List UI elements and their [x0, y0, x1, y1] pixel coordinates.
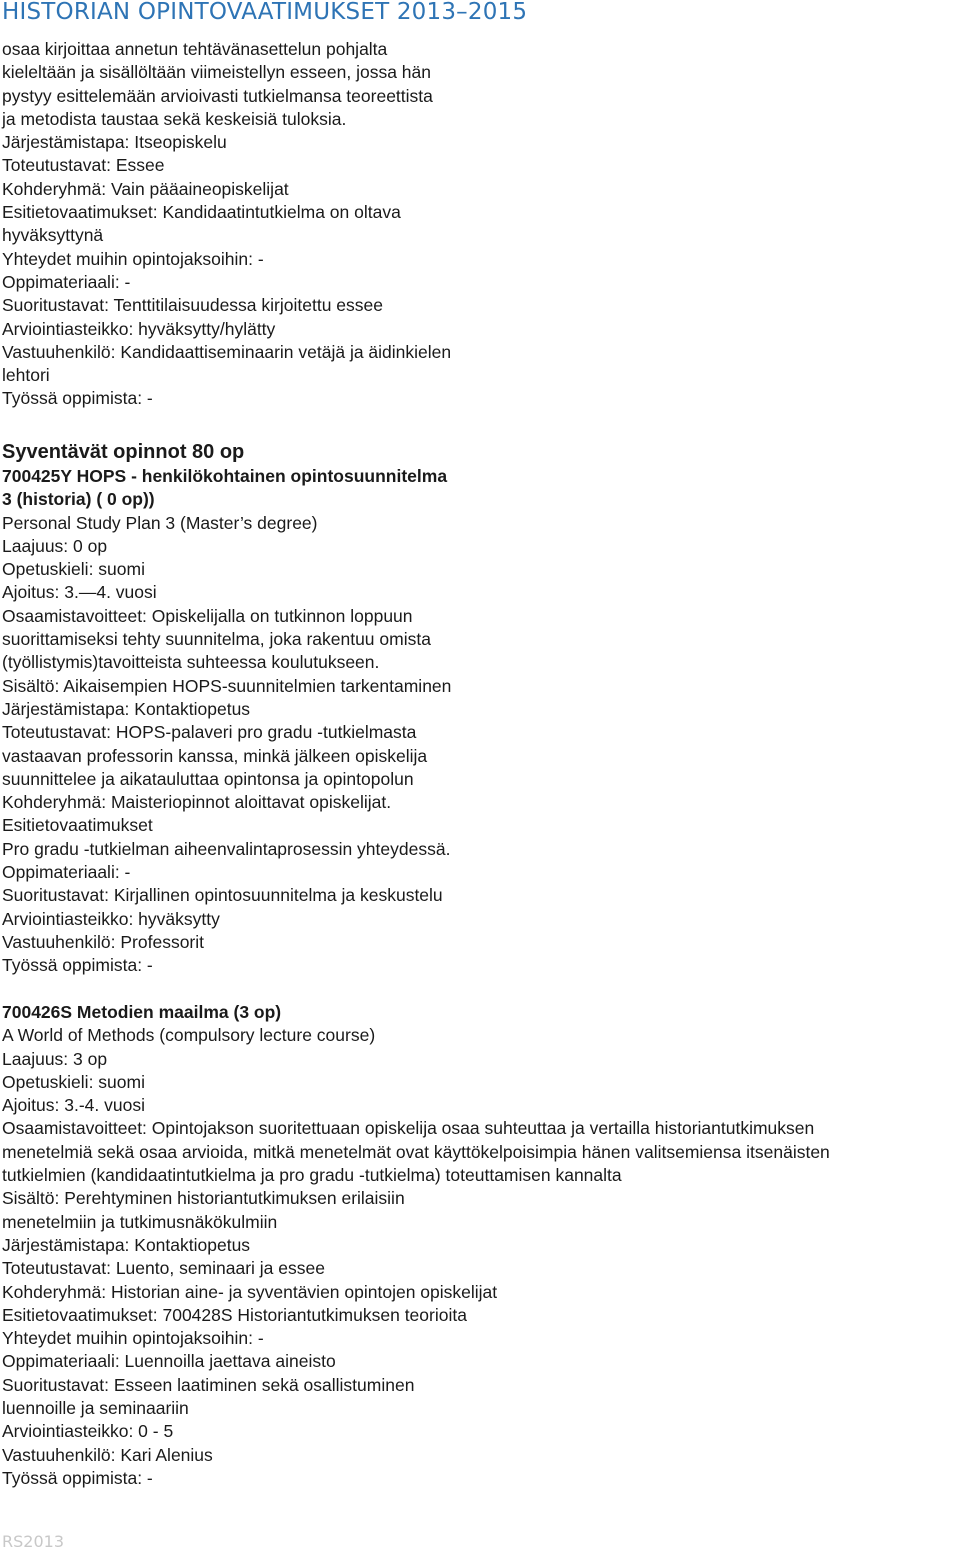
text-line: tutkielmien (kandidaatintutkielma ja pro gradu -tutkielma) toteuttamisen kannalta — [2, 1165, 622, 1186]
text-line: Sisältö: Perehtyminen historiantutkimuksen erilaisiin — [2, 1188, 405, 1209]
text-line: menetelmiä sekä osaa arvioida, mitkä menetelmät ovat käyttökelpoisimpia hänen valitsemiensa itsenäisten — [2, 1141, 830, 1162]
text-line: Personal Study Plan 3 (Master’s degree) — [2, 512, 318, 533]
section-heading: Syventävät opinnot 80 op — [2, 441, 245, 463]
text-line: Arviointiasteikko: hyväksytty — [2, 908, 220, 929]
text-line: vastaavan professorin kanssa, minkä jälkeen opiskelija — [2, 745, 428, 766]
text-line: Vastuuhenkilö: Kari Alenius — [2, 1444, 213, 1465]
footer-mark: RS2013 — [2, 1532, 64, 1551]
text-line: kieleltään ja sisällöltään viimeistellyn esseen, jossa hän — [2, 62, 431, 83]
text-line: luennoille ja seminaariin — [2, 1398, 189, 1419]
text-line: A World of Methods (compulsory lecture course) — [2, 1025, 376, 1046]
text-line: Kohderyhmä: Maisteriopinnot aloittavat opiskelijat. — [2, 792, 392, 813]
course-details-hops — [2, 512, 958, 978]
text-line: menetelmiin ja tutkimusnäkökulmiin — [2, 1211, 278, 1232]
course-details-methods — [2, 1024, 958, 1490]
text-line: Ajoitus: 3.—4. vuosi — [2, 582, 157, 603]
text-line: Esitietovaatimukset: 700428S Historiantutkimuksen teorioita — [2, 1304, 467, 1325]
course-title-line: 700425Y HOPS - henkilökohtainen opintosuunnitelma — [2, 466, 448, 486]
text-line: Opetuskieli: suomi — [2, 1071, 145, 1092]
text-line: Oppimateriaali: Luennoilla jaettava aineisto — [2, 1351, 336, 1372]
text-line: lehtori — [2, 365, 50, 386]
page-header — [0, 0, 960, 30]
text-line: Suoritustavat: Esseen laatiminen sekä osallistuminen — [2, 1374, 415, 1395]
page-title: HISTORIAN OPINTOVAATIMUKSET 2013–2015 — [2, 0, 528, 25]
text-line: Toteutustavat: HOPS-palaveri pro gradu -tutkielmasta — [2, 722, 417, 743]
course-title-hops — [2, 465, 958, 512]
text-line: Työssä oppimista: - — [2, 388, 153, 409]
text-line: Kohderyhmä: Historian aine- ja syventävien opintojen opiskelijat — [2, 1281, 498, 1302]
text-line: Arviointiasteikko: 0 - 5 — [2, 1421, 174, 1442]
course-title-line: 3 (historia) ( 0 op)) — [2, 489, 155, 510]
text-line: Oppimateriaali: - — [2, 862, 131, 883]
section-advanced-studies — [2, 439, 958, 978]
text-line: Yhteydet muihin opintojaksoihin: - — [2, 248, 264, 269]
text-line: suunnittelee ja aikatauluttaa opintonsa ja opintopolun — [2, 768, 414, 789]
text-line: Opetuskieli: suomi — [2, 559, 145, 580]
text-line: (työllistymis)tavoitteista suhteessa koulutukseen. — [2, 652, 380, 673]
text-line: Laajuus: 3 op — [2, 1048, 108, 1069]
text-line: Osaamistavoitteet: Opintojakson suoritettuaan opiskelija osaa suhteuttaa ja vertailla historiantutkimuksen — [2, 1118, 815, 1139]
course-title-methods: 700426S Metodien maailma (3 op) — [2, 1002, 282, 1022]
text-line: Toteutustavat: Luento, seminaari ja essee — [2, 1258, 325, 1279]
text-line: Oppimateriaali: - — [2, 271, 131, 292]
text-line: Ajoitus: 3.-4. vuosi — [2, 1095, 145, 1116]
text-line: Esitietovaatimukset — [2, 815, 153, 836]
text-line: osaa kirjoittaa annetun tehtävänasettelun pohjalta — [2, 39, 388, 59]
text-line: Arviointiasteikko: hyväksytty/hylätty — [2, 318, 276, 339]
text-line: Laajuus: 0 op — [2, 535, 108, 556]
text-line: Vastuuhenkilö: Professorit — [2, 931, 205, 952]
text-line: Suoritustavat: Kirjallinen opintosuunnitelma ja keskustelu — [2, 885, 443, 906]
text-line: pystyy esittelemään arvioivasti tutkielmansa teoreettista — [2, 85, 433, 106]
text-line: Sisältö: Aikaisempien HOPS-suunnitelmien tarkentaminen — [2, 675, 452, 696]
text-line: Yhteydet muihin opintojaksoihin: - — [2, 1328, 264, 1349]
text-line: Järjestämistapa: Kontaktiopetus — [2, 698, 251, 719]
text-line: Kohderyhmä: Vain pääaineopiskelijat — [2, 178, 289, 199]
text-line: Pro gradu -tutkielman aiheenvalintaprosessin yhteydessä. — [2, 838, 451, 859]
section-previous-course-continued — [2, 38, 958, 411]
text-line: Järjestämistapa: Kontaktiopetus — [2, 1234, 251, 1255]
text-line: Työssä oppimista: - — [2, 955, 153, 976]
text-line: Työssä oppimista: - — [2, 1467, 153, 1488]
text-line: ja metodista taustaa sekä keskeisiä tuloksia. — [2, 108, 347, 129]
section-methods-course — [2, 1001, 958, 1490]
text-line: Toteutustavat: Essee — [2, 155, 165, 176]
text-line: Suoritustavat: Tenttitilaisuudessa kirjoitettu essee — [2, 295, 383, 316]
text-line: hyväksyttynä — [2, 225, 104, 246]
text-line: Esitietovaatimukset: Kandidaatintutkielma on oltava — [2, 202, 401, 223]
text-line: Osaamistavoitteet: Opiskelijalla on tutkinnon loppuun — [2, 605, 413, 626]
text-line: suorittamiseksi tehty suunnitelma, joka rakentuu omista — [2, 629, 431, 650]
text-line: Vastuuhenkilö: Kandidaattiseminaarin vetäjä ja äidinkielen — [2, 341, 452, 362]
text-line: Järjestämistapa: Itseopiskelu — [2, 132, 227, 153]
